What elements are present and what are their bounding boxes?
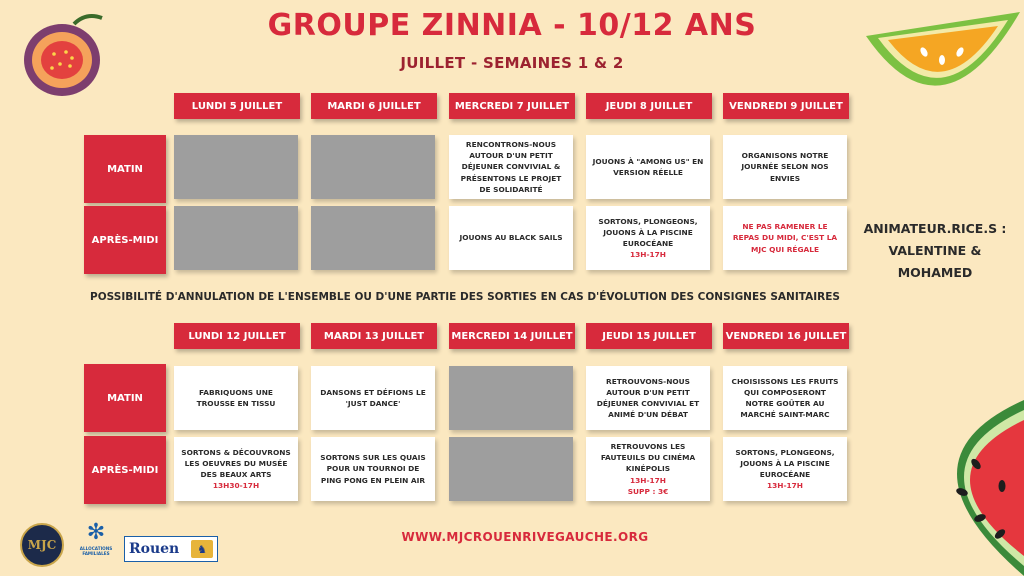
rouen-logo-text: Rouen <box>129 541 180 557</box>
activity-time: 13H-17H <box>766 481 803 491</box>
cell-week1-monday-morning <box>174 135 298 199</box>
activity-text: SORTONS, PLONGEONS, JOUONS À LA PISCINE EUROCÉANE <box>735 447 835 479</box>
cell-week2-monday-afternoon <box>174 437 298 501</box>
activity-text: SORTONS, PLONGEONS, JOUONS À LA PISCINE EUROCÉANE <box>598 216 698 248</box>
mjc-logo-text: MJC <box>27 538 57 552</box>
activity-text: RETROUVONS LES FAUTEUILS DU CINÉMA KINÉPOLIS <box>600 442 696 474</box>
cell-week1-friday-afternoon <box>723 206 847 270</box>
cell-week1-thursday-morning <box>586 135 710 199</box>
page-subtitle: JUILLET - SEMAINES 1 & 2 <box>400 54 624 72</box>
activity-text: ORGANISONS NOTRE JOURNÉE SELON NOS ENVIES <box>741 151 829 183</box>
day-header-tuesday-13: MARDI 13 JUILLET <box>311 323 437 349</box>
cell-week2-wednesday-afternoon <box>449 437 573 501</box>
website-link[interactable]: WWW.MJCROUENRIVEGAUCHE.ORG <box>401 530 649 544</box>
activity-text: FABRIQUONS UNE TROUSSE EN TISSU <box>196 387 276 408</box>
activity-text: RETROUVONS-NOUS AUTOUR D'UN PETIT DÉJEUNER CONVIVIAL ET ANIMÉ D'UN DÉBAT <box>596 376 700 420</box>
animateurs-names: VALENTINE & MOHAMED <box>888 242 982 280</box>
cell-week1-monday-afternoon <box>174 206 298 270</box>
day-header-friday-16: VENDREDI 16 JUILLET <box>723 323 849 349</box>
activity-time: 13H-17H <box>629 250 666 260</box>
page-title: GROUPE ZINNIA - 10/12 ANS <box>267 8 757 43</box>
day-header-monday-12: LUNDI 12 JUILLET <box>174 323 300 349</box>
day-header-monday-5: LUNDI 5 JUILLET <box>174 93 300 119</box>
activity-text: SORTONS SUR LES QUAIS POUR UN TOURNOI DE PING PONG EN PLEIN AIR <box>320 453 426 485</box>
cell-week2-thursday-afternoon <box>586 437 710 501</box>
day-header-wednesday-7: MERCREDI 7 JUILLET <box>449 93 575 119</box>
lamb-icon: ♞ <box>191 540 213 558</box>
caf-logo <box>76 522 116 568</box>
cell-week2-wednesday-morning <box>449 366 573 430</box>
activity-text: NE PAS RAMENER LE REPAS DU MIDI, C'EST LA MJC QUI RÉGALE <box>732 222 838 254</box>
watermelon-illustration <box>890 400 1024 576</box>
cell-week1-wednesday-afternoon <box>449 206 573 270</box>
period-morning-week1: MATIN <box>84 135 166 203</box>
day-header-friday-9: VENDREDI 9 JUILLET <box>723 93 849 119</box>
period-morning-week2: MATIN <box>84 364 166 432</box>
cell-week2-friday-afternoon <box>723 437 847 501</box>
caf-family-icon: ✻ <box>86 520 106 545</box>
activity-text: SORTONS & DÉCOUVRONS LES OEUVRES DU MUSÉE DES BEAUX ARTS <box>181 447 291 479</box>
day-header-wednesday-14: MERCREDI 14 JUILLET <box>449 323 575 349</box>
day-header-tuesday-6: MARDI 6 JUILLET <box>311 93 437 119</box>
cell-week1-friday-morning <box>723 135 847 199</box>
activity-text: CHOISISSONS LES FRUITS QUI COMPOSERONT NOTRE GOÛTER AU MARCHÉ SAINT-MARC <box>731 376 839 420</box>
cell-week2-tuesday-morning <box>311 366 435 430</box>
sanitary-notice: POSSIBILITÉ D'ANNULATION DE L'ENSEMBLE OU D'UNE PARTIE DES SORTIES EN CAS D'ÉVOLUTION DES CONSIGNES SANITAIRES <box>90 291 840 303</box>
day-header-thursday-15: JEUDI 15 JUILLET <box>586 323 712 349</box>
cell-week1-tuesday-morning <box>311 135 435 199</box>
cell-week1-tuesday-afternoon <box>311 206 435 270</box>
activity-price: SUPP : 3€ <box>627 486 669 496</box>
mjc-logo <box>20 523 64 567</box>
activity-time: 13H30-17H <box>212 481 260 491</box>
day-header-thursday-8: JEUDI 8 JUILLET <box>586 93 712 119</box>
cell-week2-friday-morning <box>723 366 847 430</box>
period-afternoon-week1: APRÈS-MIDI <box>84 206 166 274</box>
activity-text: JOUONS AU BLACK SAILS <box>459 233 563 243</box>
activity-text: RENCONTRONS-NOUS AUTOUR D'UN PETIT DÉJEUNER CONVIVIAL & PRÉSENTONS LE PROJET DE SOLIDARITÉ <box>460 140 562 194</box>
caf-logo-text: ALLOCATIONS FAMILIALES <box>79 546 113 557</box>
animateurs-block <box>860 218 1010 284</box>
period-afternoon-week2: APRÈS-MIDI <box>84 436 166 504</box>
cell-week2-tuesday-afternoon <box>311 437 435 501</box>
cell-week1-wednesday-morning <box>449 135 573 199</box>
activity-text: JOUONS À "AMONG US" EN VERSION RÉELLE <box>592 156 704 177</box>
cell-week2-thursday-morning <box>586 366 710 430</box>
rouen-logo <box>124 536 218 562</box>
animateurs-label: ANIMATEUR.RICE.S : <box>863 221 1007 236</box>
cell-week1-thursday-afternoon <box>586 206 710 270</box>
activity-text: DANSONS ET DÉFIONS LE 'JUST DANCE' <box>320 387 426 408</box>
cell-week2-monday-morning <box>174 366 298 430</box>
activity-time: 13H-17H <box>629 475 666 485</box>
